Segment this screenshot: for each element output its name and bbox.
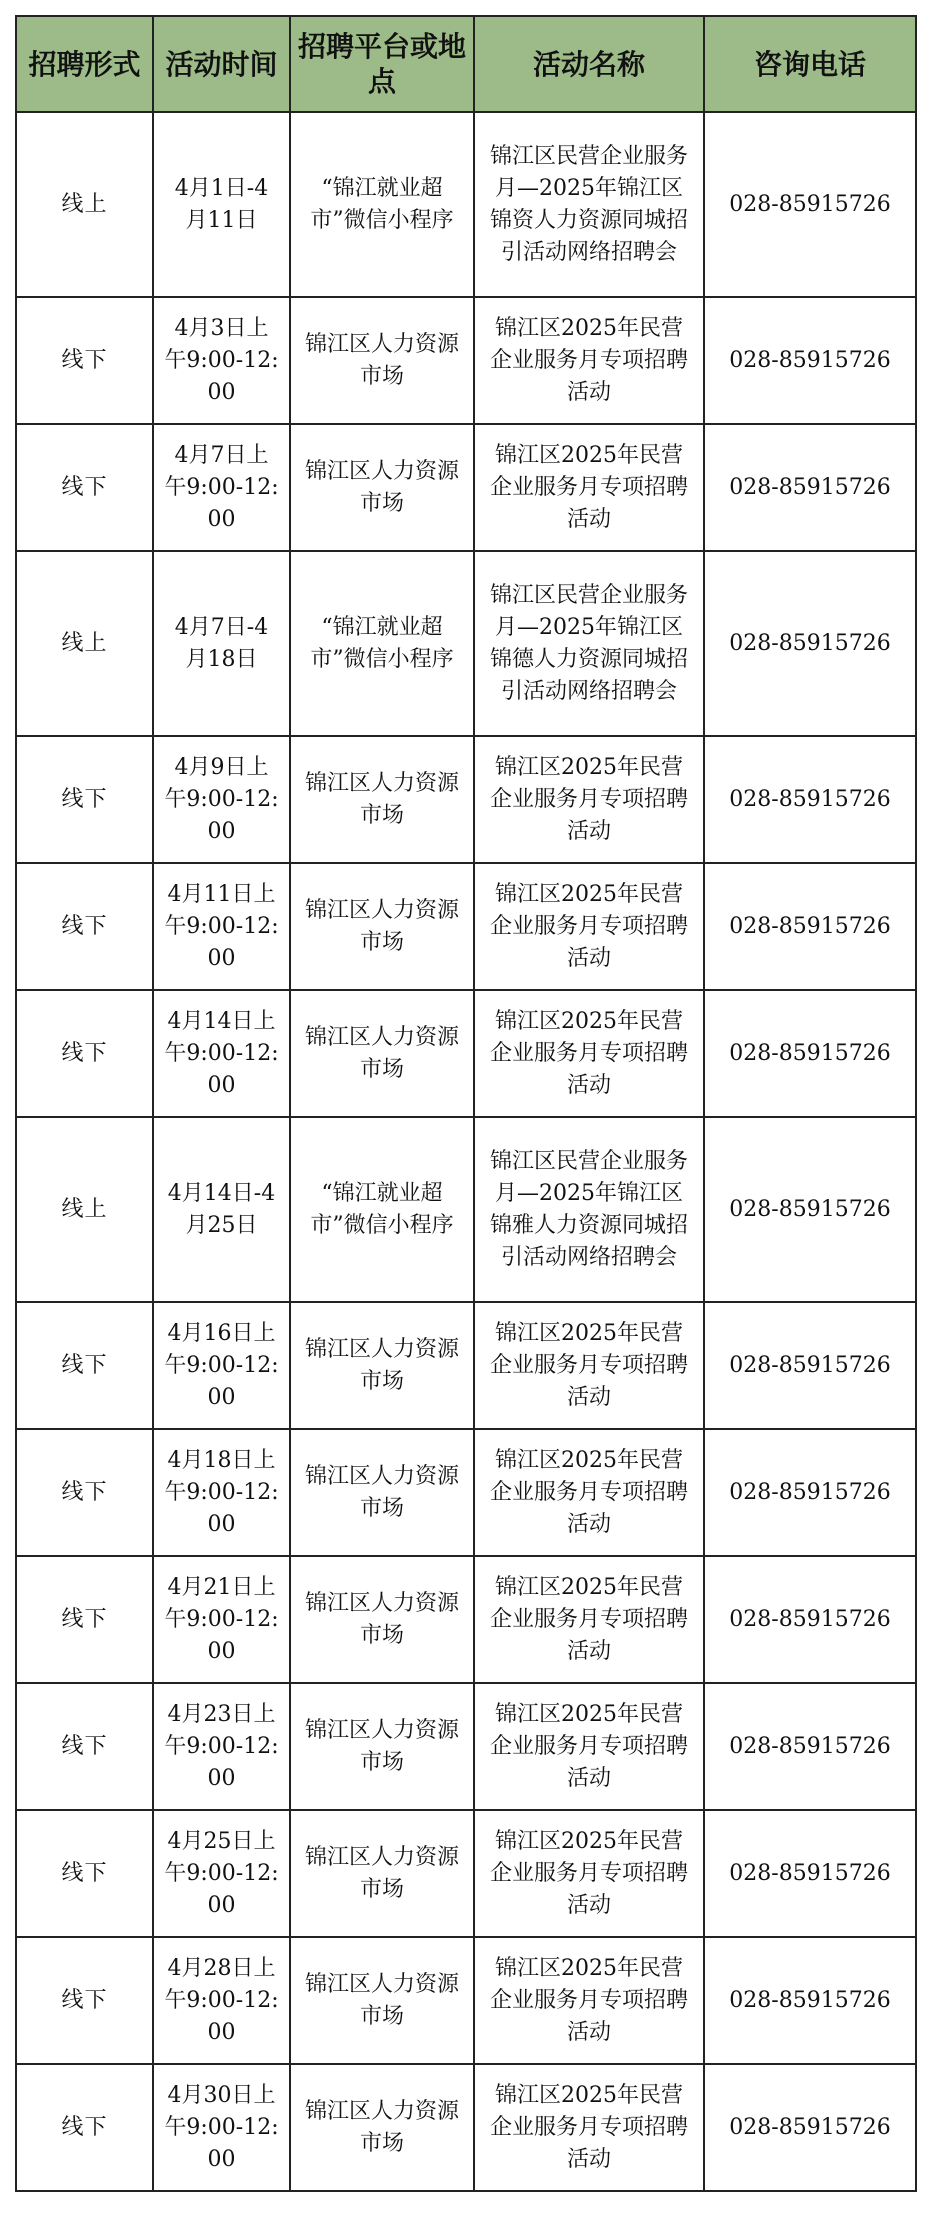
cell-activity-time: 4月3日上午9:00-12:00 bbox=[153, 297, 290, 424]
cell-contact-phone: 028-85915726 bbox=[704, 1429, 916, 1556]
cell-platform-location: 锦江区人力资源市场 bbox=[290, 297, 474, 424]
header-activity-name: 活动名称 bbox=[474, 16, 704, 112]
cell-contact-phone: 028-85915726 bbox=[704, 1117, 916, 1302]
header-activity-time: 活动时间 bbox=[153, 16, 290, 112]
table-row bbox=[16, 112, 916, 297]
cell-contact-phone: 028-85915726 bbox=[704, 112, 916, 297]
cell-platform-location: 锦江区人力资源市场 bbox=[290, 2064, 474, 2191]
cell-activity-name: 锦江区2025年民营企业服务月专项招聘活动 bbox=[474, 736, 704, 863]
table-row bbox=[16, 2064, 916, 2191]
cell-activity-time: 4月28日上午9:00-12:00 bbox=[153, 1937, 290, 2064]
table-row bbox=[16, 1302, 916, 1429]
cell-activity-name: 锦江区民营企业服务月—2025年锦江区锦资人力资源同城招引活动网络招聘会 bbox=[474, 112, 704, 297]
cell-activity-name: 锦江区2025年民营企业服务月专项招聘活动 bbox=[474, 297, 704, 424]
cell-recruitment-type: 线下 bbox=[16, 424, 153, 551]
cell-recruitment-type: 线下 bbox=[16, 863, 153, 990]
cell-activity-time: 4月25日上午9:00-12:00 bbox=[153, 1810, 290, 1937]
cell-platform-location: “锦江就业超市”微信小程序 bbox=[290, 551, 474, 736]
cell-activity-name: 锦江区2025年民营企业服务月专项招聘活动 bbox=[474, 990, 704, 1117]
table-row bbox=[16, 551, 916, 736]
cell-platform-location: 锦江区人力资源市场 bbox=[290, 1810, 474, 1937]
cell-activity-name: 锦江区2025年民营企业服务月专项招聘活动 bbox=[474, 1683, 704, 1810]
cell-platform-location: 锦江区人力资源市场 bbox=[290, 736, 474, 863]
cell-contact-phone: 028-85915726 bbox=[704, 1556, 916, 1683]
cell-activity-time: 4月30日上午9:00-12:00 bbox=[153, 2064, 290, 2191]
cell-platform-location: 锦江区人力资源市场 bbox=[290, 1302, 474, 1429]
cell-contact-phone: 028-85915726 bbox=[704, 1683, 916, 1810]
table-row bbox=[16, 1556, 916, 1683]
cell-activity-time: 4月7日-4月18日 bbox=[153, 551, 290, 736]
cell-activity-time: 4月21日上午9:00-12:00 bbox=[153, 1556, 290, 1683]
cell-contact-phone: 028-85915726 bbox=[704, 736, 916, 863]
cell-recruitment-type: 线下 bbox=[16, 1683, 153, 1810]
cell-activity-name: 锦江区2025年民营企业服务月专项招聘活动 bbox=[474, 1937, 704, 2064]
cell-platform-location: 锦江区人力资源市场 bbox=[290, 990, 474, 1117]
table-row bbox=[16, 990, 916, 1117]
header-platform-location: 招聘平台或地点 bbox=[290, 16, 474, 112]
table-row bbox=[16, 1937, 916, 2064]
cell-contact-phone: 028-85915726 bbox=[704, 863, 916, 990]
cell-activity-name: 锦江区民营企业服务月—2025年锦江区锦雅人力资源同城招引活动网络招聘会 bbox=[474, 1117, 704, 1302]
cell-platform-location: 锦江区人力资源市场 bbox=[290, 1683, 474, 1810]
cell-recruitment-type: 线下 bbox=[16, 2064, 153, 2191]
cell-contact-phone: 028-85915726 bbox=[704, 424, 916, 551]
cell-activity-time: 4月14日上午9:00-12:00 bbox=[153, 990, 290, 1117]
cell-activity-time: 4月9日上午9:00-12:00 bbox=[153, 736, 290, 863]
recruitment-schedule-table bbox=[15, 15, 917, 2192]
table-row bbox=[16, 1117, 916, 1302]
cell-recruitment-type: 线下 bbox=[16, 1810, 153, 1937]
cell-recruitment-type: 线下 bbox=[16, 297, 153, 424]
cell-recruitment-type: 线下 bbox=[16, 990, 153, 1117]
cell-recruitment-type: 线下 bbox=[16, 1937, 153, 2064]
table-row bbox=[16, 736, 916, 863]
cell-recruitment-type: 线下 bbox=[16, 1556, 153, 1683]
cell-platform-location: 锦江区人力资源市场 bbox=[290, 1937, 474, 2064]
cell-activity-name: 锦江区2025年民营企业服务月专项招聘活动 bbox=[474, 1302, 704, 1429]
cell-recruitment-type: 线上 bbox=[16, 551, 153, 736]
table-row bbox=[16, 863, 916, 990]
cell-activity-time: 4月18日上午9:00-12:00 bbox=[153, 1429, 290, 1556]
cell-activity-time: 4月1日-4月11日 bbox=[153, 112, 290, 297]
table-row bbox=[16, 424, 916, 551]
header-recruitment-type: 招聘形式 bbox=[16, 16, 153, 112]
cell-platform-location: 锦江区人力资源市场 bbox=[290, 424, 474, 551]
cell-contact-phone: 028-85915726 bbox=[704, 297, 916, 424]
table-header-row bbox=[16, 16, 916, 112]
cell-platform-location: “锦江就业超市”微信小程序 bbox=[290, 1117, 474, 1302]
cell-platform-location: 锦江区人力资源市场 bbox=[290, 863, 474, 990]
cell-activity-time: 4月11日上午9:00-12:00 bbox=[153, 863, 290, 990]
cell-activity-name: 锦江区2025年民营企业服务月专项招聘活动 bbox=[474, 424, 704, 551]
cell-activity-name: 锦江区民营企业服务月—2025年锦江区锦德人力资源同城招引活动网络招聘会 bbox=[474, 551, 704, 736]
cell-platform-location: “锦江就业超市”微信小程序 bbox=[290, 112, 474, 297]
cell-activity-name: 锦江区2025年民营企业服务月专项招聘活动 bbox=[474, 1429, 704, 1556]
cell-activity-time: 4月7日上午9:00-12:00 bbox=[153, 424, 290, 551]
cell-contact-phone: 028-85915726 bbox=[704, 1810, 916, 1937]
header-contact-phone: 咨询电话 bbox=[704, 16, 916, 112]
cell-recruitment-type: 线下 bbox=[16, 736, 153, 863]
cell-activity-name: 锦江区2025年民营企业服务月专项招聘活动 bbox=[474, 2064, 704, 2191]
cell-recruitment-type: 线下 bbox=[16, 1302, 153, 1429]
cell-contact-phone: 028-85915726 bbox=[704, 2064, 916, 2191]
table-row bbox=[16, 1429, 916, 1556]
cell-recruitment-type: 线上 bbox=[16, 112, 153, 297]
cell-recruitment-type: 线上 bbox=[16, 1117, 153, 1302]
cell-contact-phone: 028-85915726 bbox=[704, 1302, 916, 1429]
table-body bbox=[16, 112, 916, 2191]
cell-activity-name: 锦江区2025年民营企业服务月专项招聘活动 bbox=[474, 1810, 704, 1937]
cell-activity-name: 锦江区2025年民营企业服务月专项招聘活动 bbox=[474, 1556, 704, 1683]
table-row bbox=[16, 1810, 916, 1937]
cell-activity-time: 4月16日上午9:00-12:00 bbox=[153, 1302, 290, 1429]
cell-recruitment-type: 线下 bbox=[16, 1429, 153, 1556]
cell-contact-phone: 028-85915726 bbox=[704, 1937, 916, 2064]
table-row bbox=[16, 1683, 916, 1810]
table-row bbox=[16, 297, 916, 424]
cell-contact-phone: 028-85915726 bbox=[704, 551, 916, 736]
cell-contact-phone: 028-85915726 bbox=[704, 990, 916, 1117]
cell-activity-name: 锦江区2025年民营企业服务月专项招聘活动 bbox=[474, 863, 704, 990]
cell-activity-time: 4月23日上午9:00-12:00 bbox=[153, 1683, 290, 1810]
cell-platform-location: 锦江区人力资源市场 bbox=[290, 1556, 474, 1683]
cell-activity-time: 4月14日-4月25日 bbox=[153, 1117, 290, 1302]
cell-platform-location: 锦江区人力资源市场 bbox=[290, 1429, 474, 1556]
